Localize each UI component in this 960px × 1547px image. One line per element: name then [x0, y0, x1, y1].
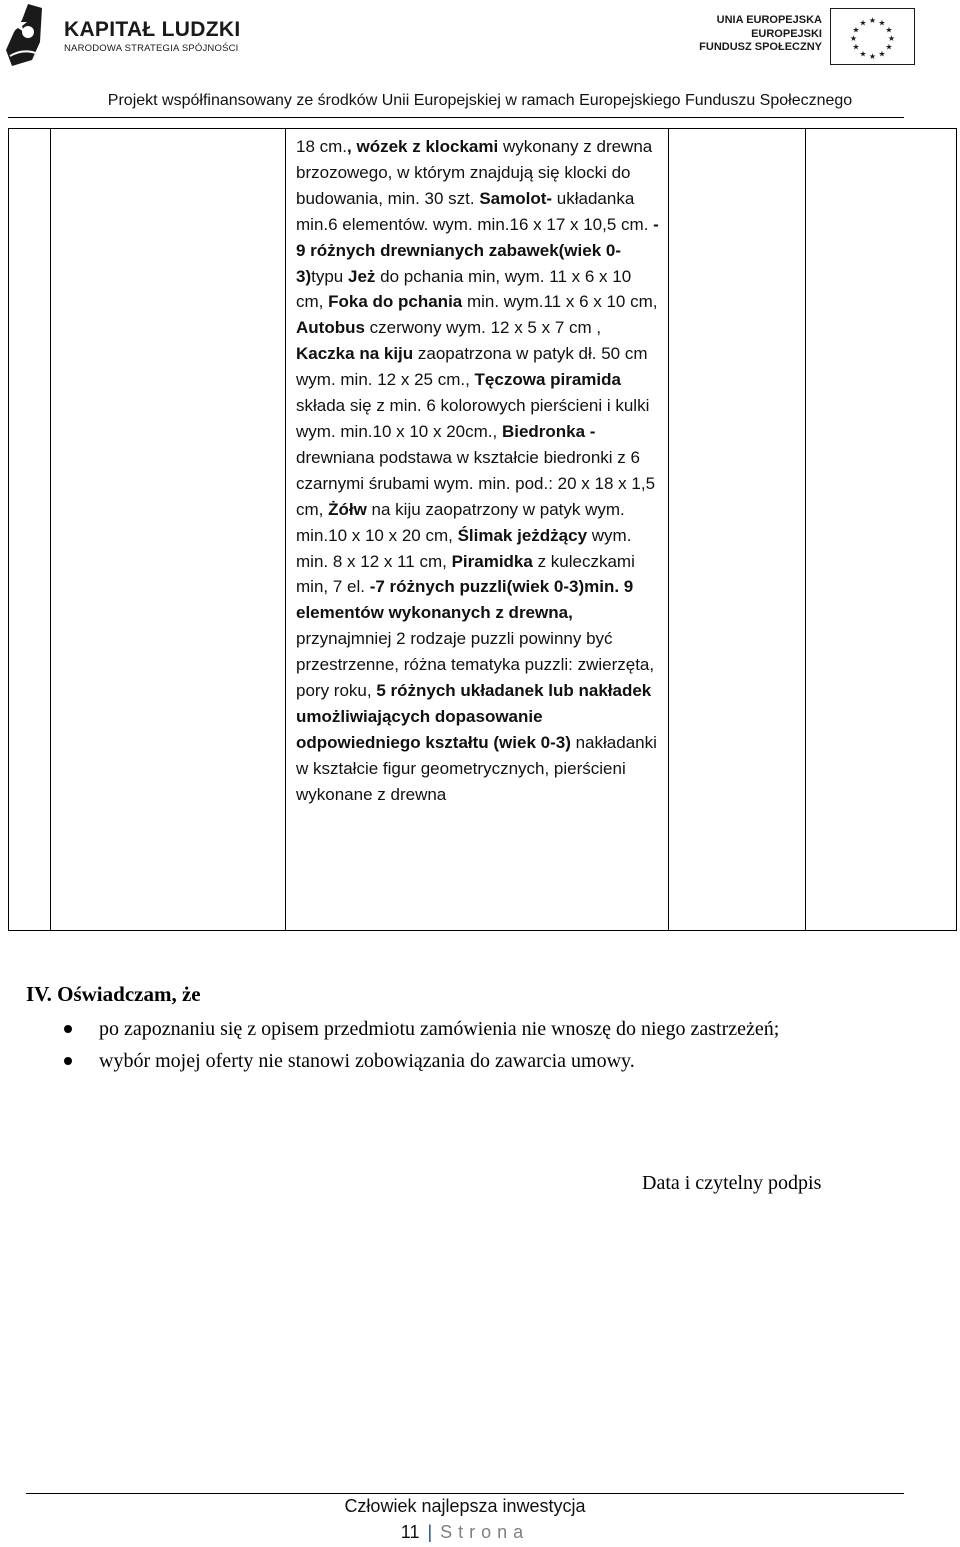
page-indicator: [0, 1522, 930, 1543]
eu-line-2: EUROPEJSKI: [751, 27, 822, 40]
signature-label: Data i czytelny podpis: [642, 1172, 822, 1194]
description-run: Tęczowa piramida: [474, 370, 621, 390]
description-run: wym. min. 8 x 12 x 11 cm,: [296, 525, 632, 571]
description-run: Autobus: [296, 318, 365, 338]
project-cofinancing-line: Projekt współfinansowany ze środków Unii Europejskiej w ramach Europejskiego Funduszu Społecznego: [107, 92, 853, 109]
description-run: 5 różnych układanek lub nakładek umożliwiających dopasowanie odpowiedniego kształtu (wiek 0-3): [296, 681, 652, 752]
footer-divider: [26, 1493, 904, 1494]
description-run: na kiju zaopatrzony w patyk wym. min.10 x 10 x 20 cm,: [296, 499, 625, 545]
description-run: Jeż: [347, 266, 376, 286]
table-cell-price: [806, 129, 957, 931]
description-run: zaopatrzona w patyk dł. 50 cm wym. min. 12 x 25 cm.,: [296, 344, 648, 390]
description-run: drewniana podstawa w kształcie biedronki z 6 czarnymi śrubami wym. min. pod.: 20 x 18 x 1,5 cm,: [296, 447, 656, 519]
specification-table: [8, 128, 957, 931]
svg-text:★: ★: [852, 25, 860, 35]
svg-text:★: ★: [859, 49, 867, 59]
description-run: , wózek z klockami: [347, 137, 499, 156]
kapital-ludzki-subtitle: NARODOWA STRATEGIA SPÓJNOŚCI: [64, 43, 239, 54]
eu-line-1: UNIA EUROPEJSKA: [716, 14, 822, 26]
description-run: Kaczka na kiju: [296, 344, 414, 364]
bullet-icon: [64, 1025, 72, 1033]
declaration-item-text: po zapoznaniu się z opisem przedmiotu zamówienia nie wnoszę do niego zastrzeżeń;: [99, 1018, 780, 1040]
svg-text:★: ★: [859, 18, 867, 28]
svg-text:★: ★: [878, 18, 886, 28]
table-cell-lp: [9, 129, 51, 931]
svg-text:★: ★: [885, 25, 893, 35]
table-cell-description: [286, 129, 669, 931]
svg-text:★: ★: [887, 34, 896, 43]
page-separator: |: [427, 1522, 433, 1542]
description-run: Samolot-: [479, 188, 553, 208]
description-run: Ślimak jeżdżący: [457, 525, 588, 545]
description-run: - 9 różnych drewnianych zabawek(wiek 0-3): [296, 214, 659, 286]
svg-text:★: ★: [878, 49, 886, 59]
declaration-title: IV. Oświadczam, że: [26, 982, 201, 1006]
header-divider: [8, 117, 904, 118]
description-run: składa się z min. 6 kolorowych pierścieni i kulki wym. min.10 x 10 x 20cm.,: [296, 396, 650, 441]
description-run: wykonany z drewna brzozowego, w którym znajdują się klocki do budowania, min. 30 szt.: [296, 137, 653, 208]
table-row: [9, 129, 957, 931]
description-run: układanka min.6 elementów. wym. min.16 x 17 x 10,5 cm.: [296, 188, 654, 234]
description-run: Biedronka -: [501, 421, 596, 441]
svg-text:★: ★: [868, 52, 877, 61]
footer-motto: Człowiek najlepsza inwestycja: [344, 1496, 586, 1516]
description-run: -7 różnych puzzli(wiek 0-3)min. 9 elementów wykonanych z drewna,: [296, 577, 634, 623]
description-run: Żółw: [328, 499, 367, 519]
declaration-item-text: wybór mojej oferty nie stanowi zobowiązania do zawarcia umowy.: [99, 1050, 635, 1072]
description-run: przynajmniej 2 rodzaje puzzli powinny być przestrzenne, różna tematyka puzzli: zwierzęta, pory roku,: [296, 629, 655, 701]
description-run: Piramidka: [451, 551, 533, 571]
kapital-ludzki-name: KAPITAŁ LUDZKI: [64, 18, 241, 41]
description-run: czerwony wym. 12 x 5 x 7 cm ,: [364, 318, 602, 338]
list-item: [64, 1013, 779, 1045]
kapital-ludzki-logo-icon: [4, 2, 44, 68]
declaration-list: [64, 1013, 779, 1077]
eu-logo-text: [699, 14, 822, 55]
list-item: [64, 1045, 779, 1077]
description-run: do pchania min, wym. 11 x 6 x 10 cm,: [296, 266, 632, 312]
svg-text:★: ★: [852, 42, 860, 52]
table-cell-quantity: [669, 129, 806, 931]
svg-text:★: ★: [849, 34, 858, 43]
table-cell-name: [51, 129, 286, 931]
bullet-icon: [64, 1057, 72, 1065]
item-description-text: [286, 129, 668, 808]
description-run: Foka do pchania: [328, 292, 463, 312]
description-run: nakładanki w kształcie figur geometrycznych, pierścieni wykonane z drewna: [296, 732, 657, 804]
eu-flag-icon: [830, 8, 915, 65]
eu-line-3: FUNDUSZ SPOŁECZNY: [699, 41, 822, 53]
description-run: z kuleczkami min, 7 el.: [296, 551, 635, 597]
description-run: 18 cm.: [296, 137, 348, 156]
description-run: min. wym.11 x 6 x 10 cm,: [462, 292, 658, 312]
svg-text:★: ★: [868, 16, 877, 25]
page-number: 11: [400, 1522, 420, 1542]
svg-text:★: ★: [885, 42, 893, 52]
page-word: Strona: [440, 1522, 530, 1542]
description-run: typu: [311, 266, 348, 286]
